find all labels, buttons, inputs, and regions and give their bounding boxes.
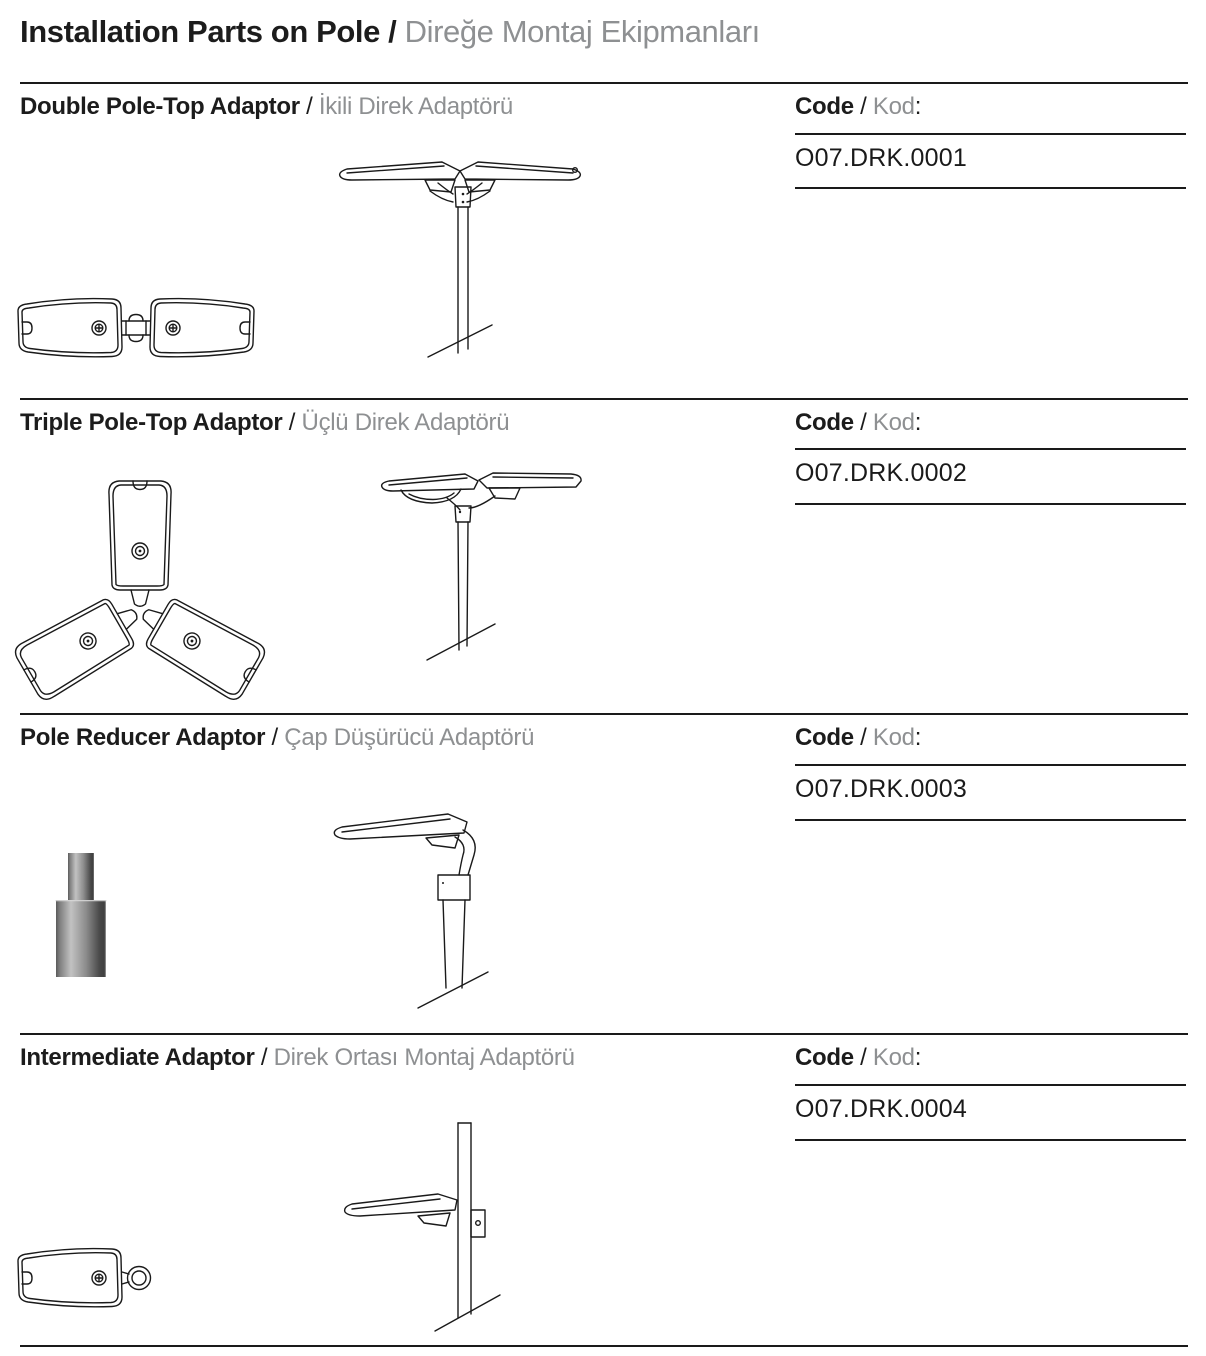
code-label-separator: / <box>853 1044 873 1071</box>
section-1-title-en: Double Pole-Top Adaptor <box>20 93 300 120</box>
code-underline <box>795 503 1186 505</box>
section-3-code-value: O07.DRK.0003 <box>795 775 967 803</box>
code-underline <box>795 133 1186 135</box>
code-label-colon: : <box>914 93 922 120</box>
section-4-title-separator: / <box>254 1044 274 1071</box>
section-2-code-value: O07.DRK.0002 <box>795 459 967 487</box>
divider <box>20 1033 1188 1035</box>
section-1-code-value: O07.DRK.0001 <box>795 144 967 172</box>
section-4-code-label <box>795 1043 921 1073</box>
pole-reducer-render <box>54 851 108 979</box>
code-underline <box>795 1084 1186 1086</box>
page-title <box>20 10 760 54</box>
code-label-tr: Kod <box>872 409 915 436</box>
section-2-title-separator: / <box>282 409 302 436</box>
section-1-title-tr: İkili Direk Adaptörü <box>318 93 513 120</box>
divider <box>20 82 1188 84</box>
reducer-pole-illustration <box>330 808 505 1013</box>
section-4-title-tr: Direk Ortası Montaj Adaptörü <box>273 1044 575 1071</box>
section-4-title-en: Intermediate Adaptor <box>20 1044 255 1071</box>
code-label-separator: / <box>853 409 873 436</box>
intermediate-pole-illustration <box>340 1118 500 1336</box>
code-label-tr: Kod <box>872 93 915 120</box>
code-label-en: Code <box>795 409 854 436</box>
code-label-colon: : <box>914 1044 922 1071</box>
code-label-separator: / <box>853 724 873 751</box>
divider <box>20 1345 1188 1347</box>
section-1-code-label <box>795 92 921 122</box>
double-adaptor-top-view-drawing <box>15 295 257 363</box>
section-3-title-separator: / <box>265 724 285 751</box>
code-label-tr: Kod <box>872 1044 915 1071</box>
section-1-title-separator: / <box>299 93 319 120</box>
page-title-tr: Direğe Montaj Ekipmanları <box>404 14 760 49</box>
section-3-code-label <box>795 723 921 753</box>
section-2-title <box>20 408 509 438</box>
double-pole-top-illustration <box>330 155 590 360</box>
section-4-code-value: O07.DRK.0004 <box>795 1095 967 1123</box>
code-underline <box>795 187 1186 189</box>
section-2-code-label <box>795 408 921 438</box>
code-label-en: Code <box>795 1044 854 1071</box>
triple-adaptor-top-view-drawing <box>10 468 272 708</box>
triple-pole-top-illustration <box>375 470 590 665</box>
section-3-title-tr: Çap Düşürücü Adaptörü <box>284 724 535 751</box>
section-4-title <box>20 1043 575 1073</box>
intermediate-adaptor-top-view-drawing <box>15 1243 165 1318</box>
code-underline <box>795 1139 1186 1141</box>
section-2-title-tr: Üçlü Direk Adaptörü <box>301 409 510 436</box>
divider <box>20 398 1188 400</box>
code-label-colon: : <box>914 409 922 436</box>
code-underline <box>795 764 1186 766</box>
code-label-en: Code <box>795 724 854 751</box>
divider <box>20 713 1188 715</box>
section-3-title-en: Pole Reducer Adaptor <box>20 724 266 751</box>
code-underline <box>795 819 1186 821</box>
page-title-en: Installation Parts on Pole <box>20 14 380 49</box>
section-2-title-en: Triple Pole-Top Adaptor <box>20 409 283 436</box>
code-label-colon: : <box>914 724 922 751</box>
code-label-separator: / <box>853 93 873 120</box>
page-title-separator: / <box>379 14 405 49</box>
section-3-title <box>20 723 534 753</box>
code-label-tr: Kod <box>872 724 915 751</box>
code-underline <box>795 448 1186 450</box>
section-1-title <box>20 92 513 122</box>
code-label-en: Code <box>795 93 854 120</box>
